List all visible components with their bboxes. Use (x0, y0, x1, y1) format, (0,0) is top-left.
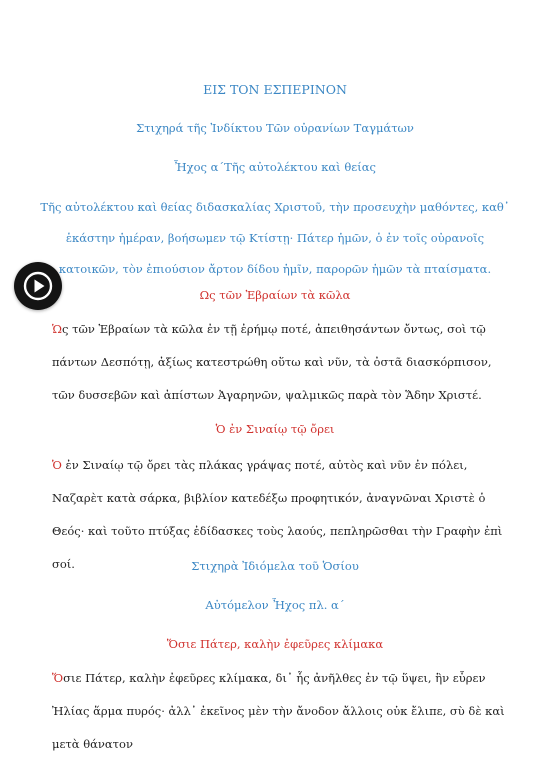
hymn2-initial: Ὁ (52, 458, 62, 472)
hymn1-initial: Ὡ (52, 322, 63, 336)
hymn1-text: ς τῶν Ἑβραίων τὰ κῶλα ἐν τῇ ἐρήμῳ ποτέ, ἀπειθησάντων ὄντως, σοὶ τῷ πάντων Δεσπότῃ, ἀξίως κατεστρώθη οὕτω καὶ νῦν, τὰ ὀστᾶ διασκόρπισον, τῶν δυσσεβῶν καὶ ἀπίστων Ἀγαρηνῶν, ψαλμικῶς παρὰ τὸν Ἅδην Χριστέ. (52, 322, 492, 402)
hymn2-text: ἐν Σιναίῳ τῷ ὄρει τὰς πλάκας γράψας ποτέ, αὐτὸς καὶ νῦν ἐν πόλει, Ναζαρὲτ κατὰ σάρκα, βιβλίον κατεδέξω προφητικόν, ἀναγνῶναι Χριστὲ ὁ Θεός· καὶ τοῦτο πτύξας ἐδίδασκες τοὺς λαούς, πεπληρῶσθαι τὴν Γραφὴν ἐπὶ σοί. (52, 458, 503, 571)
echos-a-heading: Ἦχος α΄Τῆς αὐτολέκτου καὶ θείας (174, 160, 376, 174)
hymn1-title: Ως τῶν Ἑβραίων τὰ κῶλα (199, 288, 351, 302)
hymn1-paragraph (52, 313, 507, 412)
play-icon (14, 262, 62, 310)
service-title: ΕΙΣ ΤΟΝ ΕΣΠΕΡΙΝΟΝ (203, 82, 347, 97)
hymn2-title: Ὁ ἐν Σιναίῳ τῷ ὄρει (215, 422, 335, 436)
stichera-indiktou-heading: Στιχηρά τῆς Ἰνδίκτου Τῶν οὐρανίων Ταγμάτων (136, 121, 414, 135)
hymn3-text: σιε Πάτερ, καλὴν ἐφεῦρες κλίμακα, δι᾿ ἧς ἀνῆλθες ἐν τῷ ὕψει, ἣν εὗρεν Ἠλίας ἅρμα πυρός· ἀλλ᾿ ἐκεῖνος μὲν τὴν ἄνοδον ἄλλοις οὐκ ἔλιπε, σὺ δὲ καὶ μετὰ θάνατον (52, 671, 505, 751)
audio-play-button[interactable] (14, 262, 62, 310)
automelon-heading: Αὐτόμελον Ἦχος πλ. α΄ (205, 598, 345, 612)
hymn3-title: Ὅσιε Πάτερ, καλὴν ἐφεῦρες κλίμακα (166, 637, 384, 651)
stichera-idiomela-heading: Στιχηρὰ Ἰδιόμελα τοῦ Ὁσίου (191, 559, 359, 573)
hymn3-paragraph (52, 662, 507, 761)
hymn3-initial: Ὅ (52, 671, 64, 685)
intro-paragraph: Τῆς αὐτολέκτου καὶ θείας διδασκαλίας Χριστοῦ, τὴν προσευχὴν μαθόντες, καθ᾿ ἑκάστην ἡμέραν, βοήσωμεν τῷ Κτίστῃ· Πάτερ ἡμῶν, ὁ ἐν τοῖς οὐρανοῖς κατοικῶν, τὸν ἐπιούσιον ἄρτον δίδου ἡμῖν, παρορῶν ἡμῶν τὰ πταίσματα. (40, 200, 510, 276)
